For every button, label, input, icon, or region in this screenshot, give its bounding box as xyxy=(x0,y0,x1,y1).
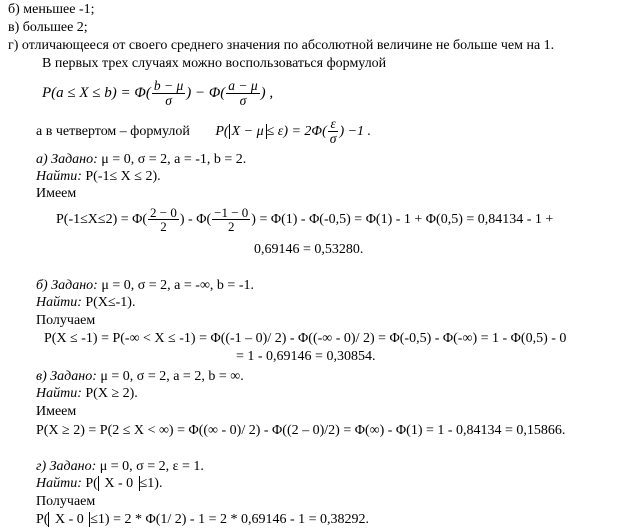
formula-abs-value: X − μ xyxy=(229,124,267,139)
g-eq-pre: P( xyxy=(36,512,49,527)
a-given-values: μ = 0, σ = 2, a = -1, b = 2. xyxy=(97,152,247,167)
a-fraction-2 xyxy=(212,206,250,233)
g-given-label: г) Задано: xyxy=(36,459,97,474)
formula-abs-lhs: P( xyxy=(215,124,229,139)
a-find xyxy=(36,169,161,185)
v-given-values: μ = 0, σ = 2, a = 2, b = ∞. xyxy=(96,369,244,384)
a-fraction-1 xyxy=(148,206,179,233)
a-have: Имеем xyxy=(36,186,77,201)
g-find-label: Найти: xyxy=(36,476,82,491)
a-given-label: а) Задано: xyxy=(36,152,98,167)
g-eq-post: ≤1) = 2 * Φ(1/ 2) - 1 = 2 * 0,69146 - 1 = 0,38292. xyxy=(90,512,370,527)
a-given xyxy=(36,152,246,168)
a-eq-continuation: 0,69146 = 0,53280. xyxy=(254,242,364,257)
fraction-a xyxy=(226,79,259,108)
b-given-label: б) Задано: xyxy=(36,278,98,293)
v-given xyxy=(36,369,244,385)
g-find-abs: X - 0 xyxy=(98,476,140,491)
fraction-b xyxy=(152,79,185,108)
intro-text: В первых трех случаях можно воспользоваться формулой xyxy=(42,56,387,71)
v-equation: P(X ≥ 2) = P(2 ≤ X < ∞) = Φ((∞ - 0)/ 2) - Φ((2 – 0)/2) = Φ(∞) - Φ(1) = 1 - 0,84134 = 0,15866. xyxy=(36,423,566,438)
g-find-pre: P( xyxy=(81,476,98,491)
a-find-value: P(-1≤ X ≤ 2). xyxy=(81,169,161,184)
a-eq-rest: ) = Φ(1) - Φ(-0,5) = Φ(1) - 1 + Φ(0,5) = 0,84134 - 1 + xyxy=(251,212,554,227)
g-equation xyxy=(36,512,369,528)
a-equation xyxy=(56,206,553,234)
fraction-a-den: σ xyxy=(239,93,247,109)
case-b-line: б) меньшее -1; xyxy=(8,2,95,17)
v-given-label: в) Задано: xyxy=(36,369,97,384)
case-v-line: в) большее 2; xyxy=(8,20,88,35)
a-fraction-2-den: 2 xyxy=(227,219,235,235)
formula-interval-lhs: P(a ≤ X ≤ b) = Φ( xyxy=(42,85,151,101)
fourth-case-text: а в четвертом – формулой xyxy=(36,124,190,139)
g-find xyxy=(36,476,162,492)
v-find-label: Найти: xyxy=(36,386,82,401)
fraction-b-den: σ xyxy=(165,93,172,109)
g-find-post: ≤1). xyxy=(139,476,163,491)
b-find-label: Найти: xyxy=(36,295,82,310)
b-have: Получаем xyxy=(36,313,96,328)
v-find-value: P(X ≥ 2). xyxy=(81,386,138,401)
fourth-case-line xyxy=(36,116,371,148)
a-fraction-1-den: 2 xyxy=(160,219,167,235)
b-given xyxy=(36,278,254,294)
a-find-label: Найти: xyxy=(36,169,82,184)
b-equation-1: P(X ≤ -1) = P(-∞ < X ≤ -1) = Φ((-1 – 0)/ 2) - Φ((-∞ - 0)/ 2) = Φ(-0,5) - Φ(-∞) = 1 - Φ(0,5) - 0 xyxy=(44,331,567,346)
v-have: Имеем xyxy=(36,404,77,419)
fraction-b-num: b − μ xyxy=(153,78,184,94)
b-find xyxy=(36,295,135,311)
formula-abs-mid: ≤ ε) = 2Φ( xyxy=(266,124,327,139)
fraction-eps xyxy=(328,117,339,146)
formula-abs xyxy=(215,116,372,147)
formula-interval-mid: ) − Φ( xyxy=(186,85,226,101)
g-have: Получаем xyxy=(36,494,96,509)
b-find-value: P(X≤-1). xyxy=(81,295,136,310)
fraction-eps-den: σ xyxy=(329,131,337,147)
b-equation-2: = 1 - 0,69146 = 0,30854. xyxy=(236,349,376,364)
a-fraction-2-num: −1 − 0 xyxy=(214,205,249,221)
g-given-values: μ = 0, σ = 2, ε = 1. xyxy=(96,459,204,474)
a-eq-mid: ) - Φ( xyxy=(179,212,212,227)
v-find xyxy=(36,386,138,402)
a-fraction-1-num: 2 − 0 xyxy=(150,205,177,221)
formula-abs-end: ) −1 . xyxy=(339,124,372,139)
formula-interval-end: ) , xyxy=(260,85,274,101)
g-eq-abs: X - 0 xyxy=(48,512,90,527)
b-given-values: μ = 0, σ = 2, a = -∞, b = -1. xyxy=(97,278,254,293)
a-eq-lhs: P(-1≤X≤2) = Φ( xyxy=(56,212,148,227)
fraction-a-num: a − μ xyxy=(228,78,258,94)
case-g-line: г) отличающееся от своего среднего значения по абсолютной величине не больше чем на 1. xyxy=(8,38,555,53)
g-given xyxy=(36,459,204,475)
fraction-eps-num: ε xyxy=(328,117,339,132)
formula-interval xyxy=(42,78,273,108)
